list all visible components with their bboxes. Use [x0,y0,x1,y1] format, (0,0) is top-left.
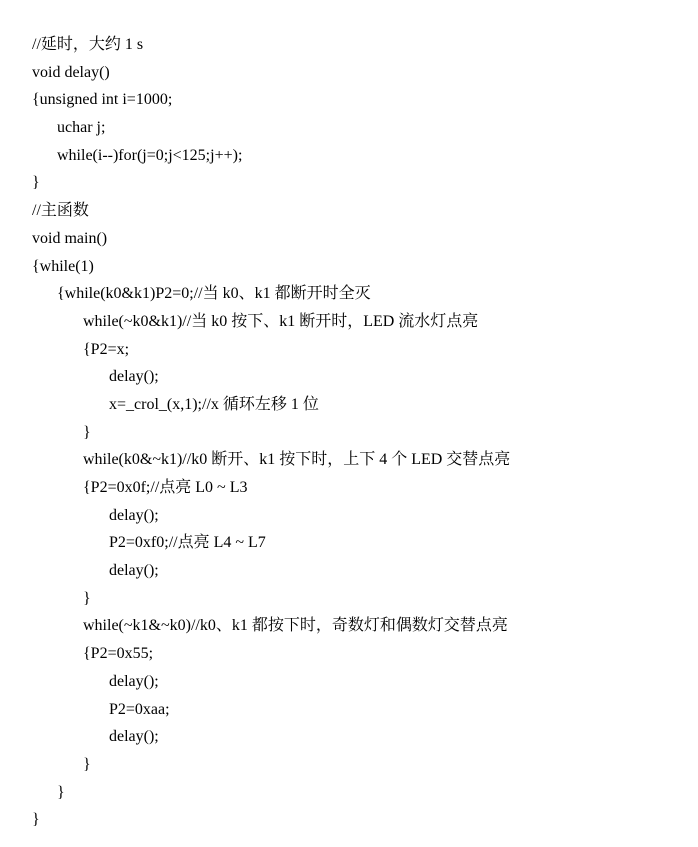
code-line: } [83,423,91,441]
code-line: } [83,755,91,773]
code-line: void delay() [32,63,110,81]
code-line: delay(); [109,506,159,524]
code-line: } [83,589,91,607]
code-line: //主函数 [32,202,89,220]
code-line: } [32,174,40,192]
code-line: uchar j; [57,119,106,137]
code-line: while(~k0&k1)//当 k0 按下、k1 断开时，LED 流水灯点亮 [83,312,479,330]
code-line: delay(); [109,562,159,580]
code-line: P2=0xaa; [109,700,170,718]
code-line: x=_crol_(x,1);//x 循环左移 1 位 [109,395,319,413]
code-line: //延时，大约 1 s [32,36,144,53]
code-line: {while(k0&k1)P2=0;//当 k0、k1 都断开时全灭 [57,285,371,303]
code-line: {P2=0x0f;//点亮 L0 ~ L3 [83,479,248,496]
code-line: {P2=x; [83,340,130,358]
code-document [32,31,698,834]
code-line: while(k0&~k1)//k0 断开、k1 按下时，上下 4 个 LED 交替点亮 [83,451,511,469]
code-line: } [32,811,40,829]
code-line: void main() [32,229,108,247]
code-line: delay(); [109,672,159,690]
code-line: {P2=0x55; [83,645,154,663]
code-line: while(~k1&~k0)//k0、k1 都按下时，奇数灯和偶数灯交替点亮 [83,617,508,635]
code-line: delay(); [109,368,159,386]
code-line: while(i--)for(j=0;j<125;j++); [57,146,243,164]
code-line: } [57,783,65,801]
code-line: {unsigned int i=1000; [32,91,173,109]
code-line: P2=0xf0;//点亮 L4 ~ L7 [109,534,266,552]
code-line: {while(1) [32,257,94,275]
code-line: delay(); [109,728,159,746]
